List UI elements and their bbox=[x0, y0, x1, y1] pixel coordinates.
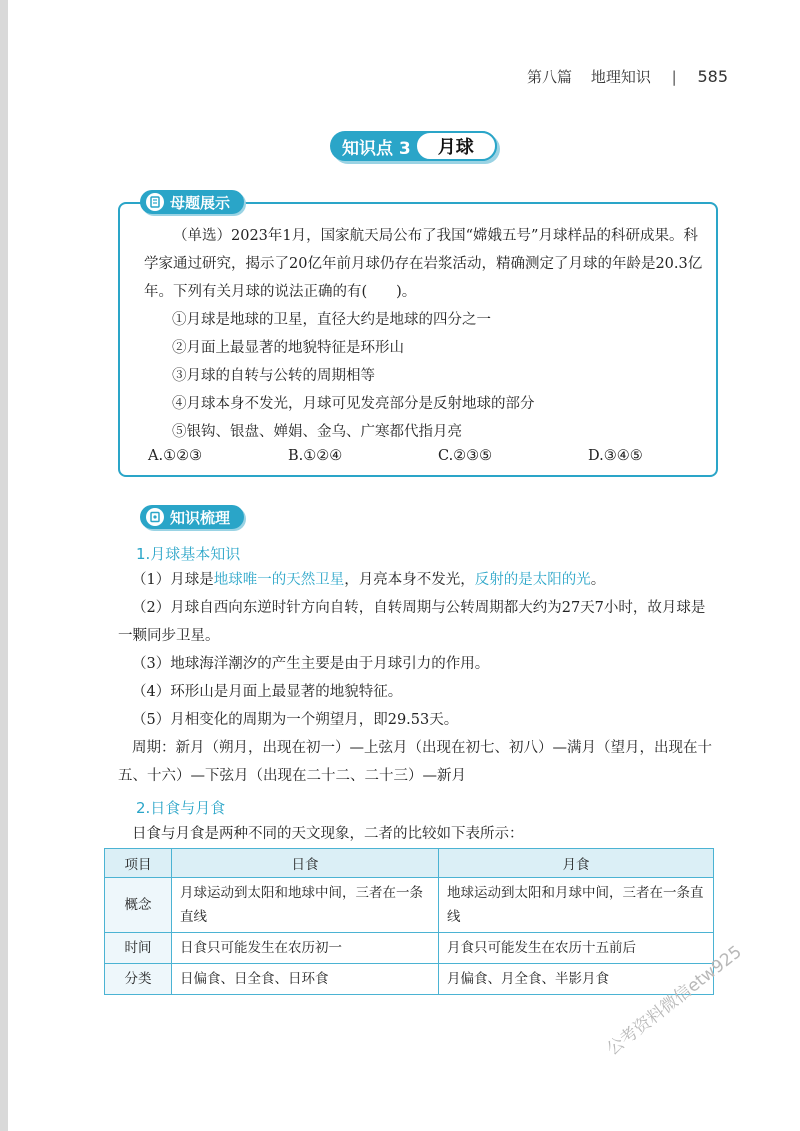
question-option: ⑤银钩、银盘、婵娟、金乌、广寒都代指月亮 bbox=[172, 424, 462, 440]
choice-a: A.①②③ bbox=[148, 448, 203, 464]
point-1-end: 。 bbox=[590, 572, 606, 588]
knowledge-point-name: 月球 bbox=[415, 131, 497, 161]
choice-b: B.①②④ bbox=[288, 448, 343, 464]
knowledge-paragraphs bbox=[118, 566, 718, 790]
point-4: （4）环形山是月面上最显著的地貌特征。 bbox=[132, 684, 403, 700]
table-row bbox=[105, 878, 714, 933]
table-cell: 日偏食、日全食、日环食 bbox=[172, 964, 439, 995]
point-3: （3）地球海洋潮汐的产生主要是由于月球引力的作用。 bbox=[132, 656, 490, 672]
mother-question-badge-text: 母题展示 bbox=[170, 193, 231, 212]
mother-question-header bbox=[140, 190, 244, 214]
question-option: ①月球是地球的卫星，直径大约是地球的四分之一 bbox=[172, 312, 491, 328]
mother-question-badge bbox=[140, 190, 244, 214]
table-header-row bbox=[105, 849, 714, 878]
table-row bbox=[105, 964, 714, 995]
document-icon bbox=[146, 193, 164, 211]
subheading-eclipses: 2.日食与月食 bbox=[136, 799, 226, 817]
table-cell: 地球运动到太阳和月球中间，三者在一条直线 bbox=[439, 878, 714, 933]
running-header bbox=[527, 66, 728, 87]
knowledge-badge-text: 知识梳理 bbox=[170, 508, 231, 527]
knowledge-point-pill bbox=[330, 131, 497, 161]
watermark: 公考资料微信etw925 bbox=[603, 942, 746, 1060]
choice-d: D.③④⑤ bbox=[588, 448, 643, 464]
table-cell: 月球运动到太阳和地球中间，三者在一条直线 bbox=[172, 878, 439, 933]
question-option: ③月球的自转与公转的周期相等 bbox=[172, 368, 375, 384]
eclipse-comparison-table bbox=[104, 848, 714, 995]
point-1-highlight-b: 反射的是太阳的光 bbox=[474, 572, 591, 588]
book-icon bbox=[146, 508, 164, 526]
point-5: （5）月相变化的周期为一个朔望月，即29.53天。 bbox=[132, 712, 459, 728]
point-1-text: （1）月球是 bbox=[132, 572, 214, 588]
table-header: 月食 bbox=[439, 849, 714, 878]
table-cell: 月偏食、月全食、半影月食 bbox=[439, 964, 714, 995]
mother-question-body bbox=[144, 222, 704, 446]
table-header: 项目 bbox=[105, 849, 172, 878]
knowledge-header bbox=[140, 505, 244, 529]
table-header: 日食 bbox=[172, 849, 439, 878]
table-cell: 日食只可能发生在农历初一 bbox=[172, 933, 439, 964]
point-1-text-2: ，月亮本身不发光， bbox=[344, 572, 475, 588]
row-label: 概念 bbox=[105, 878, 172, 933]
subheading-moon-basics: 1.月球基本知识 bbox=[136, 545, 241, 563]
knowledge-badge bbox=[140, 505, 244, 529]
question-stem: （单选）2023年1月，国家航天局公布了我国“嫦娥五号”月球样品的科研成果。科学家通过研究，揭示了20亿年前月球仍存在岩浆活动，精确测定了月球的年龄是20.3亿年。下列有关月球的说法正确的有( )。 bbox=[144, 228, 703, 300]
header-part: 第八篇 bbox=[527, 68, 573, 86]
moon-phase-cycle: 周期：新月（朔月，出现在初一）—上弦月（出现在初七、初八）—满月（望月，出现在十五、十六）—下弦月（出现在二十二、二十三）—新月 bbox=[118, 740, 712, 784]
row-label: 分类 bbox=[105, 964, 172, 995]
question-option: ④月球本身不发光，月球可见发亮部分是反射地球的部分 bbox=[172, 396, 535, 412]
point-1 bbox=[118, 566, 718, 594]
table-cell: 月食只可能发生在农历十五前后 bbox=[439, 933, 714, 964]
header-separator: | bbox=[671, 68, 677, 86]
eclipse-intro bbox=[118, 820, 718, 848]
table-row bbox=[105, 933, 714, 964]
page-number: 585 bbox=[697, 67, 728, 86]
choice-c: C.②③⑤ bbox=[438, 448, 493, 464]
point-2: （2）月球自西向东逆时针方向自转，自转周期与公转周期都大约为27天7小时，故月球是一颗同步卫星。 bbox=[118, 600, 706, 644]
header-section: 地理知识 bbox=[590, 68, 651, 86]
question-option: ②月面上最显著的地貌特征是环形山 bbox=[172, 340, 404, 356]
eclipse-intro-text: 日食与月食是两种不同的天文现象，二者的比较如下表所示： bbox=[132, 826, 524, 842]
knowledge-point-title bbox=[330, 131, 497, 161]
point-1-highlight-a: 地球唯一的天然卫星 bbox=[213, 572, 345, 588]
row-label: 时间 bbox=[105, 933, 172, 964]
page-edge-strip bbox=[0, 0, 8, 1131]
knowledge-point-label: 知识点 3 bbox=[342, 138, 411, 159]
